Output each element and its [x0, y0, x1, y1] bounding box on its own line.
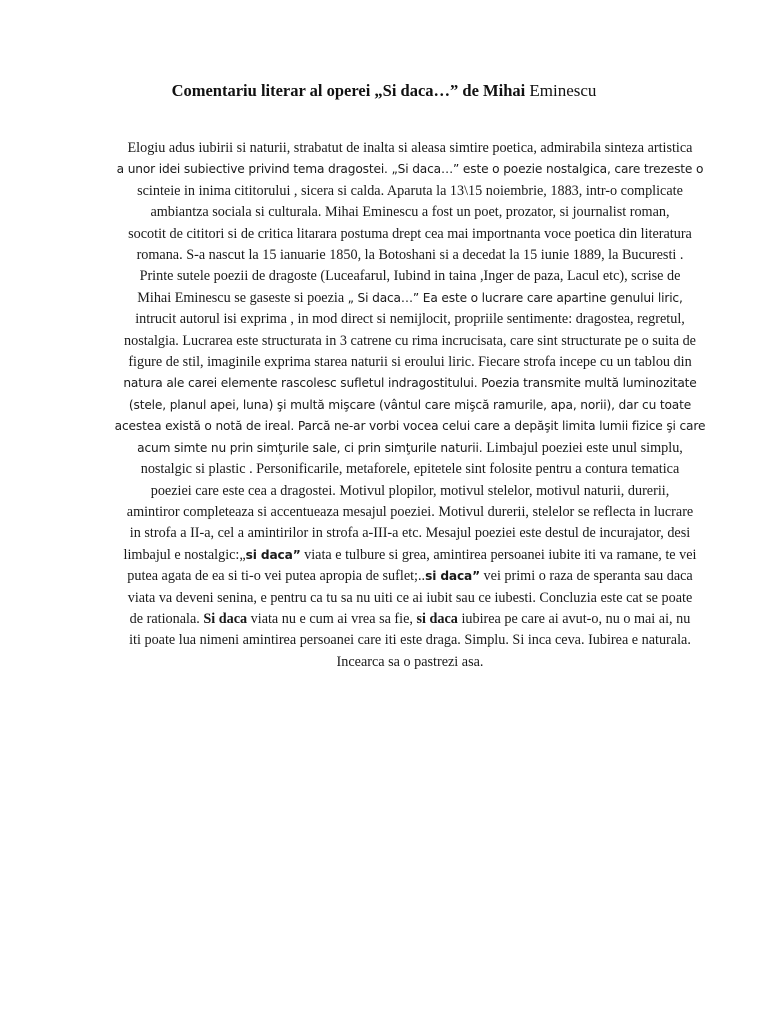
text-line — [100, 331, 720, 352]
text-line — [100, 395, 720, 416]
text-segment: iubirea pe care ai avut-o, nu o mai ai, nu — [457, 610, 691, 627]
text-line — [100, 416, 720, 437]
text-line — [100, 352, 720, 373]
text-line — [100, 438, 720, 459]
title-tail: Eminescu — [529, 81, 597, 100]
text-segment: vei primi o raza de speranta sau daca — [480, 568, 693, 585]
text-line — [100, 245, 720, 266]
text-line — [100, 159, 720, 180]
text-segment: viata va deveni senina, e pentru ca tu sa nu uiti ce ai iubit sau ce iubesti. Concluzia este cat se poate — [127, 589, 693, 606]
title-main: Comentariu literar al operei „Si daca…” de Mihai — [171, 81, 526, 100]
text-line — [100, 138, 720, 159]
text-segment: Printe sutele poezii de dragoste (Luceafarul, Iubind in taina ,Inger de paza, Lacul etc), scrise de — [139, 268, 681, 285]
bold-phrase: si daca” — [245, 547, 301, 562]
text-line — [100, 652, 720, 673]
text-line — [100, 609, 720, 630]
text-line — [100, 588, 720, 609]
text-line — [100, 630, 720, 651]
text-segment: iti poate lua nimeni amintirea persoanei care iti este draga. Simplu. Si inca ceva. Iubirea e naturala. — [129, 632, 691, 649]
bold-phrase: si daca” — [425, 569, 480, 584]
text-segment: viata e tulbure si grea, amintirea persoanei iubite iti va ramane, te vei — [300, 546, 697, 563]
bold-phrase: si daca — [416, 610, 458, 627]
text-segment: Limbajul poeziei este unul simplu, — [486, 439, 683, 456]
text-segment: a unor idei subiective privind tema dragostei. „Si daca…” este o poezie nostalgica, care trezeste o — [116, 162, 704, 177]
text-segment: in strofa a II-a, cel a amintirilor in strofa a-III-a etc. Mesajul poeziei este destul de incurajator, desi — [129, 525, 691, 542]
text-segment: natura ale carei elemente rascolesc sufletul indragostitului. Poezia transmite multă luminozitate — [123, 376, 697, 391]
text-line — [100, 181, 720, 202]
text-line — [100, 373, 720, 394]
text-line — [100, 459, 720, 480]
text-segment: nostalgia. Lucrarea este structurata in 3 catrene cu rima incrucisata, care sint structurate pe o suita de — [124, 332, 696, 349]
text-segment: socotit de cititori si de critica litarara postuma drept cea mai importnanta voce poetica din literatura — [128, 225, 692, 242]
document-title — [100, 80, 668, 102]
text-segment: acum simte nu prin simţurile sale, ci prin simţurile naturii. — [137, 440, 487, 455]
text-segment: putea agata de ea si ti-o vei putea apropia de suflet;.. — [127, 568, 426, 585]
text-segment: Incearca sa o pastrezi asa. — [336, 653, 484, 670]
text-segment: romana. S-a nascut la 15 ianuarie 1850, la Botoshani si a decedat la 15 iunie 1889, la Bucuresti . — [136, 247, 684, 264]
text-line — [100, 288, 720, 309]
text-segment: viata nu e cum ai vrea sa fie, — [247, 610, 417, 627]
text-line — [100, 502, 720, 523]
essay-paragraph — [100, 138, 720, 673]
text-segment: intrucit autorul isi exprima , in mod direct si nemijlocit, propriile sentimente: dragostea, regretul, — [135, 311, 685, 328]
text-line — [100, 545, 720, 566]
text-segment: de rationala. — [129, 610, 204, 627]
text-segment: nostalgic si plastic . Personificarile, metaforele, epitetele sint folosite pentru a contura tematica — [140, 461, 680, 478]
text-line — [100, 224, 720, 245]
text-line — [100, 566, 720, 587]
text-line — [100, 523, 720, 544]
text-segment: ambiantza sociala si culturala. Mihai Eminescu a fost un poet, prozator, si journalist roman, — [150, 204, 670, 221]
text-segment: „ Si daca…” Ea este o lucrare care apartine genului liric, — [347, 290, 683, 305]
text-segment: Elogiu adus iubirii si naturii, strabatut de inalta si aleasa simtire poetica, admirabila sinteza artistica — [127, 140, 693, 156]
text-segment: poeziei care este cea a dragostei. Motivul plopilor, motivul stelelor, motivul naturii, durerii, — [150, 482, 670, 499]
text-segment: Mihai Eminescu se gaseste si poezia — [137, 289, 348, 306]
text-line — [100, 309, 720, 330]
text-segment: limbajul e nostalgic:„ — [123, 546, 246, 563]
text-segment: (stele, planul apei, luna) şi multă mişcare (vântul care mişcă ramurile, apa, norii), dar cu toate — [128, 397, 692, 412]
text-segment: amintiror completeaza si accentueaza mesajul poeziei. Motivul durerii, stelelor se reflecta in lucrare — [126, 503, 694, 520]
text-line — [100, 266, 720, 287]
text-segment: figure de stil, imaginile exprima starea naturii si eroului liric. Fiecare strofa incepe cu un tablou din — [128, 354, 692, 371]
text-segment: acestea există o notă de ireal. Parcă ne-ar vorbi vocea celui care a depăşit limita lumii fizice şi care — [114, 419, 706, 434]
text-line — [100, 481, 720, 502]
bold-phrase: Si daca — [203, 610, 248, 627]
text-segment: scinteie in inima cititorului , sicera si calda. Aparuta la 13\15 noiembrie, 1883, intr-o complicate — [137, 182, 683, 199]
text-line — [100, 202, 720, 223]
